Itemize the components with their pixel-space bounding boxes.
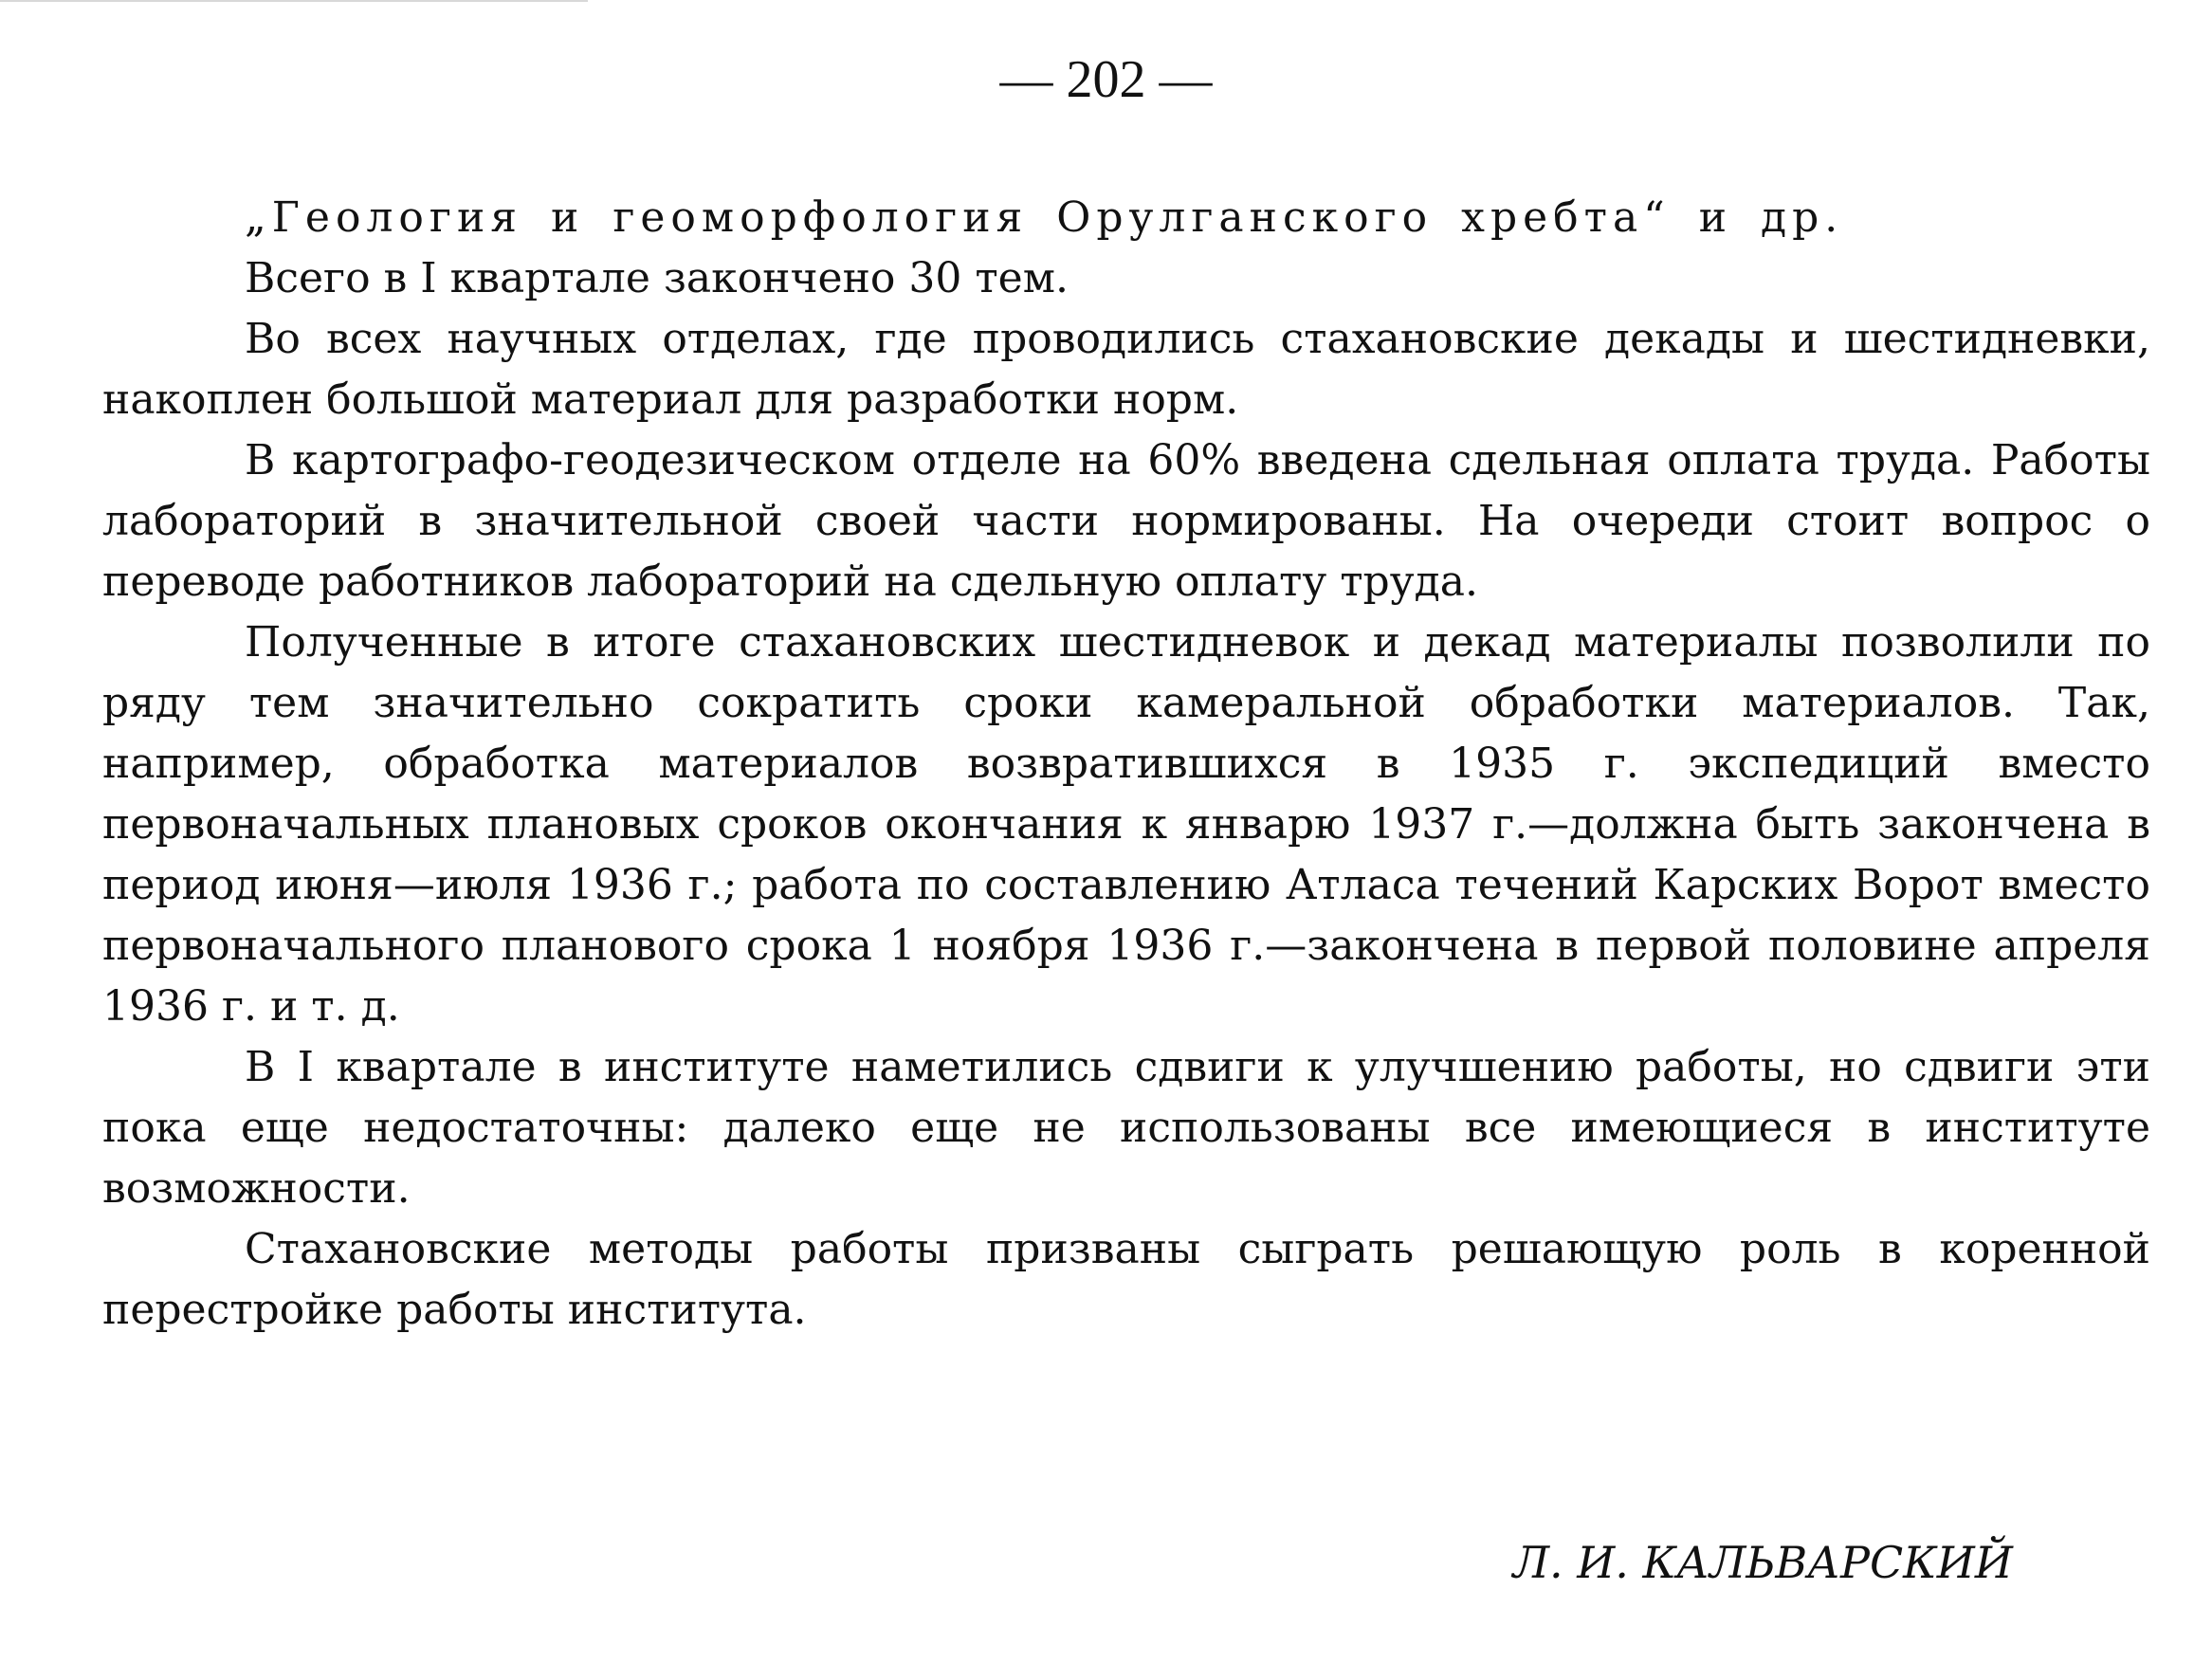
author-signature: Л. И. КАЛЬВАРСКИЙ bbox=[1512, 1537, 2013, 1588]
paragraph-1: „Геология и геоморфология Орулганского хребта“ и др. bbox=[245, 193, 1844, 242]
scan-edge-line bbox=[0, 0, 588, 2]
paragraph-4: В картографо-геодезическом отделе на 60% введена сдельная оплата труда. Работы лабораторий в значительной своей части нормированы. На очереди стоит вопрос о переводе работников лабораторий на сдельную оплату труда. bbox=[102, 436, 2150, 606]
paragraph-5: Полученные в итоге стахановских шестидневок и декад материалы позволили по ряду тем значительно сократить сроки камеральной обработки материалов. Так, например, обработка материалов возвратившихся в 1935 г. экспедиций вместо первоначальных плановых сроков окончания к январю 1937 г.—должна быть закончена в период июня—июля 1936 г.; работа по составлению Атласа течений Карских Ворот вместо первоначального планового срока 1 ноября 1936 г.—закончена в первой половине апреля 1936 г. и т. д. bbox=[102, 618, 2150, 1031]
paragraph-2: Всего в I квартале закончено 30 тем. bbox=[245, 254, 1069, 302]
paragraph-3: Во всех научных отделах, где проводились стахановские декады и шестидневки, накоплен большой материал для разработки норм. bbox=[102, 315, 2150, 424]
paragraph-6: В I квартале в институте наметились сдвиги к улучшению работы, но сдвиги эти пока еще недостаточны: далеко еще не использованы все имеющиеся в институте возможности. bbox=[102, 1043, 2150, 1213]
body-text bbox=[102, 188, 2150, 1341]
page-number: — 202 — bbox=[999, 50, 1213, 109]
paragraph-7: Стахановские методы работы призваны сыграть решающую роль в коренной перестройке работы института. bbox=[102, 1225, 2150, 1334]
